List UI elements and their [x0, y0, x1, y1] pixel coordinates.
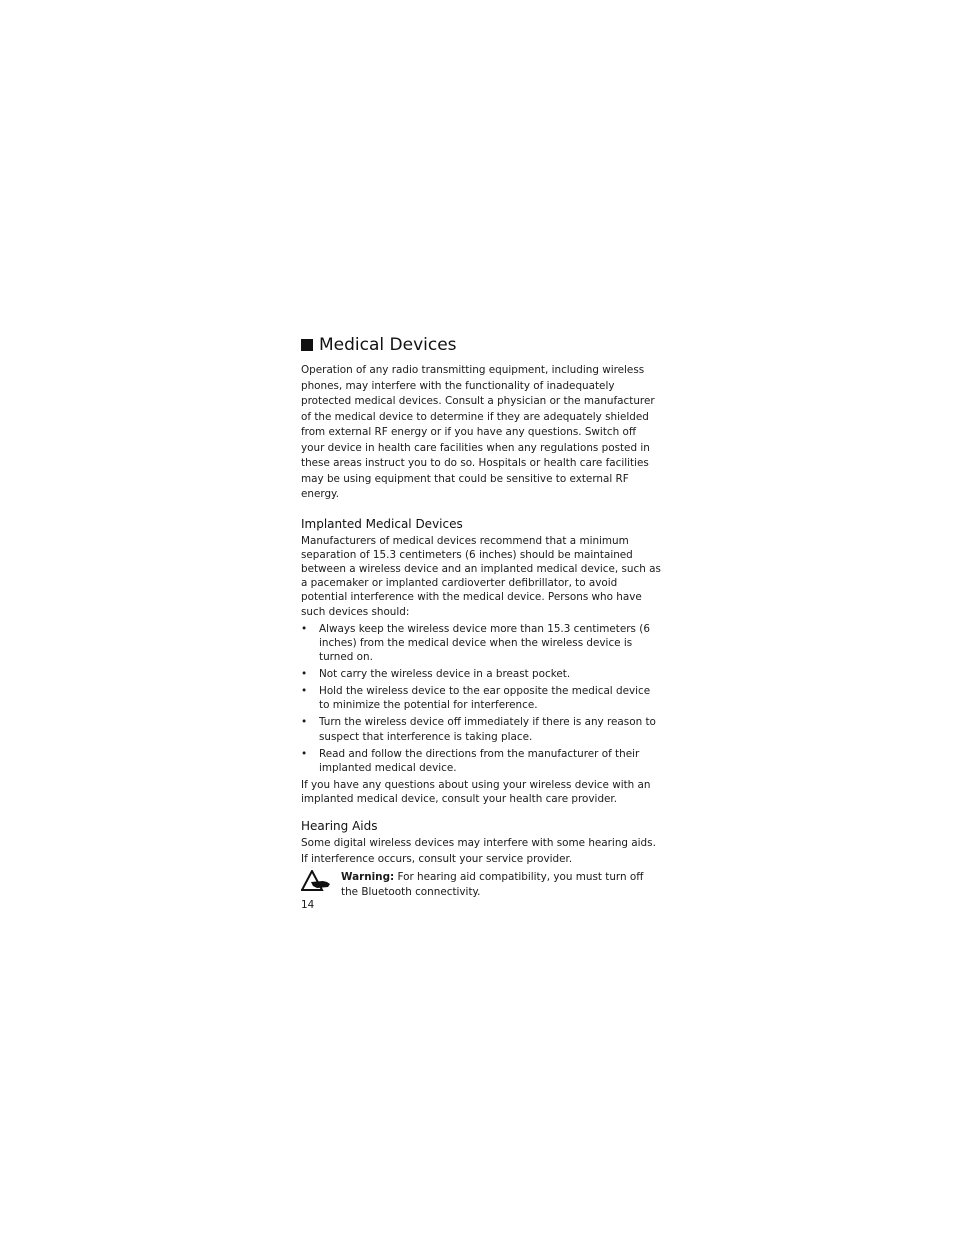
- hearing-section: [301, 819, 661, 900]
- section-square-icon: [301, 339, 313, 351]
- warning-text: For hearing aid compatibility, you must turn off the Bluetooth connectivity.: [341, 871, 644, 899]
- hearing-line-2: If interference occurs, consult your service provider.: [301, 852, 573, 865]
- bullet-icon: •: [301, 747, 308, 760]
- list-item: [301, 667, 661, 681]
- list-item: [301, 715, 661, 743]
- list-item-text: Hold the wireless device to the ear opposite the medical device to minimize the potential for interference.: [319, 685, 651, 712]
- list-item-text: Always keep the wireless device more than 15.3 centimeters (6 inches) from the medical device when the wireless device is turned on.: [319, 622, 650, 664]
- list-item-text: Turn the wireless device off immediately if there is any reason to suspect that interference is taking place.: [319, 716, 656, 743]
- warning-box: [301, 870, 661, 900]
- page-content: [301, 334, 661, 900]
- list-item-text: Not carry the wireless device in a breast pocket.: [319, 668, 571, 681]
- bullet-icon: •: [301, 622, 308, 635]
- hearing-heading: Hearing Aids: [301, 819, 378, 834]
- warning-label: Warning:: [341, 871, 395, 884]
- list-item: [301, 747, 661, 775]
- section-title: [301, 334, 661, 356]
- bullet-icon: •: [301, 685, 308, 698]
- implanted-section: [301, 517, 661, 807]
- hearing-line-1: Some digital wireless devices may interfere with some hearing aids.: [301, 837, 656, 850]
- bullet-icon: •: [301, 668, 308, 681]
- section-intro: Operation of any radio transmitting equipment, including wireless phones, may interfere with the functionality of inadequately protected medical devices. Consult a physician or the manufacturer of the medical device to determine if they are adequately shielded from external RF energy or if you have any questions. Switch off your device in health care facilities when any regulations posted in these areas instruct you to do so. Hospitals or health care facilities may be using equipment that could be sensitive to external RF energy.: [301, 364, 655, 500]
- warning-text-block: [333, 870, 661, 900]
- list-item: [301, 684, 661, 712]
- list-item-text: Read and follow the directions from the manufacturer of their implanted medical device.: [319, 747, 640, 774]
- implanted-heading: Implanted Medical Devices: [301, 516, 463, 531]
- warning-hand-icon: [301, 870, 333, 900]
- implanted-intro: Manufacturers of medical devices recommend that a minimum separation of 15.3 centimeters (6 inches) should be maintained between a wireless device and an implanted medical device, such as a pacemaker or implanted cardioverter defibrillator, to avoid potential interference with the medical device. Persons who have such devices should:: [301, 534, 661, 618]
- list-item: [301, 622, 661, 665]
- page-number: 14: [301, 899, 315, 911]
- bullet-icon: •: [301, 716, 308, 729]
- section-title-text: Medical Devices: [319, 335, 457, 355]
- implanted-bullet-list: [301, 622, 661, 775]
- implanted-closing: If you have any questions about using your wireless device with an implanted medical device, consult your health care provider.: [301, 778, 651, 805]
